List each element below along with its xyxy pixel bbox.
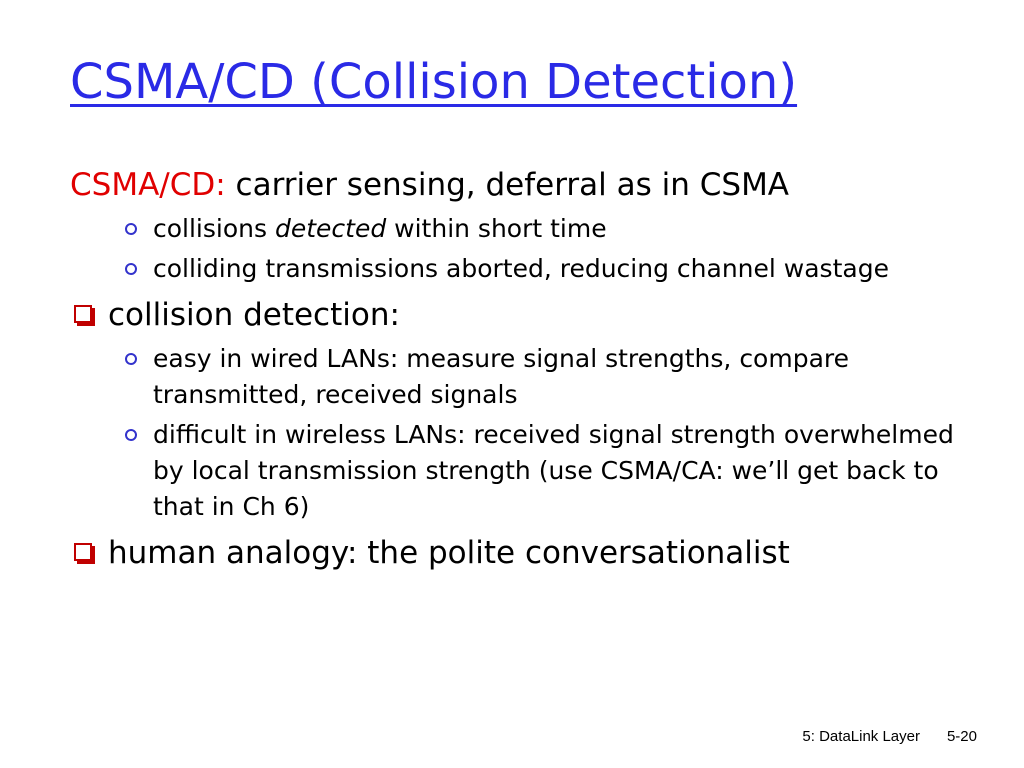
collision-detection-points (70, 341, 990, 525)
intro-points (70, 211, 990, 287)
section-list (70, 293, 990, 337)
hollow-square-bullet-icon (74, 305, 92, 323)
intro-lead-term: CSMA/CD: (70, 167, 226, 203)
hollow-circle-bullet-icon (125, 223, 137, 235)
intro-text: carrier sensing, deferral as in CSMA (225, 167, 790, 203)
point-emphasis: detected (274, 214, 387, 243)
hollow-circle-bullet-icon (125, 429, 137, 441)
collision-detection-point (70, 417, 990, 525)
hollow-circle-bullet-icon (125, 263, 137, 275)
hollow-square-bullet-icon (74, 543, 92, 561)
section-item-collision-detection (70, 293, 990, 337)
intro-point (70, 211, 990, 247)
point-text: easy in wired LANs: measure signal strengths, compare transmitted, received signals (153, 344, 850, 409)
hollow-circle-bullet-icon (125, 353, 137, 365)
section-label: human analogy: the polite conversationalist (108, 535, 790, 571)
point-text: difficult in wireless LANs: received signal strength overwhelmed by local transmission strength (use CSMA/CA: we’ll get back to that in Ch 6) (153, 420, 954, 521)
intro-line (70, 163, 990, 207)
section-list (70, 531, 990, 575)
footer-chapter: 5: DataLink Layer (802, 728, 920, 745)
footer-page-number: 5-20 (946, 728, 977, 745)
intro-point (70, 251, 990, 287)
point-text-before: collisions (153, 214, 275, 243)
point-text-after: within short time (386, 214, 607, 243)
section-label: collision detection: (108, 297, 400, 333)
point-text: colliding transmissions aborted, reducing channel wastage (153, 254, 889, 283)
section-item-human-analogy (70, 531, 990, 575)
slide-body (70, 163, 990, 575)
slide-title: CSMA/CD (Collision Detection) (70, 54, 798, 110)
collision-detection-point (70, 341, 990, 413)
